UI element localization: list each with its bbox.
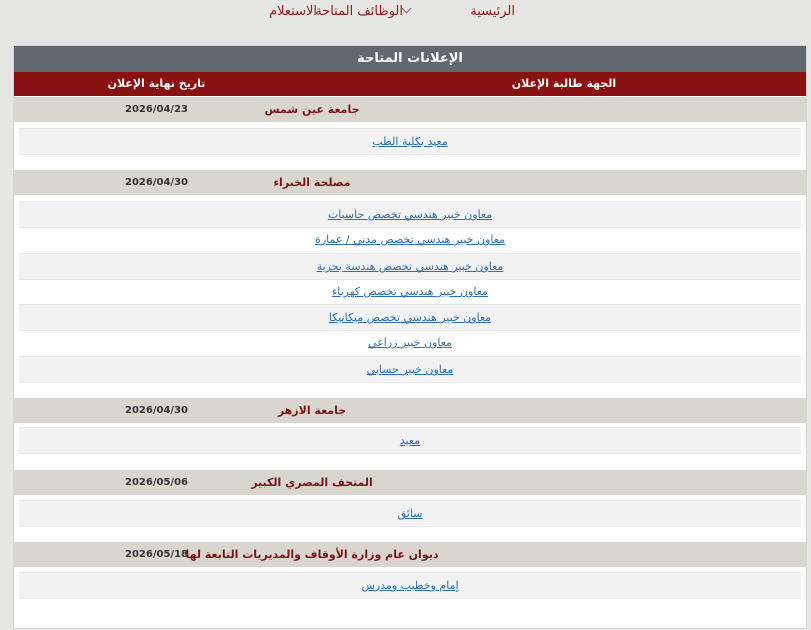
group-entity: جامعة الازهر [277,404,347,417]
top-navigation [0,0,811,30]
job-link[interactable]: معاون خبير هندسي تخصص هندسة بحرية [316,260,504,273]
group-header [14,398,806,423]
job-row [19,253,801,280]
job-row [19,572,801,599]
nav-home-label: الرئيسية [470,4,515,19]
job-row [19,330,801,355]
job-link[interactable]: سائق [397,507,423,520]
job-row [19,279,801,304]
group-entity: جامعة عين شمس [264,103,360,116]
column-header-end-date: تاريخ نهاية الإعلان [107,77,206,90]
group-end-date: 2026/05/06 [125,477,188,488]
panel-title: الإعلانات المتاحة [14,46,806,72]
job-row [19,500,801,527]
nav-inquiry-label: الاستعلام [269,4,317,19]
job-row [19,427,801,454]
nav-home-link[interactable] [470,4,515,19]
job-link[interactable]: معاون خبير هندسي تخصص مدني / عمارة [315,233,505,246]
nav-available-jobs-link[interactable] [315,4,415,19]
job-row [19,356,801,383]
job-row [19,201,801,228]
group-header [14,97,806,122]
job-row [19,227,801,252]
job-link[interactable]: معاون خبير هندسي تخصص حاسبات [327,208,493,221]
job-row [19,304,801,331]
table-header [14,72,806,96]
nav-inquiry-link[interactable] [269,4,317,19]
group-header [14,542,806,567]
column-header-entity: الجهة طالبة الإعلان [511,77,617,90]
job-link[interactable]: معيد بكلية الطب [372,135,448,148]
announcements-panel [13,45,807,629]
group-end-date: 2026/04/30 [125,177,188,188]
job-link[interactable]: معاون خبير حسابي [366,363,454,376]
job-link[interactable]: معيد [399,434,421,447]
group-end-date: 2026/04/23 [125,104,188,115]
group-entity: ديوان عام وزارة الأوقاف والمديريات التابعة لها [185,548,439,561]
job-link[interactable]: معاون خبير زراعي [368,336,452,349]
group-end-date: 2026/04/30 [125,405,188,416]
job-row [19,128,801,155]
nav-available-jobs-label: الوظائف المتاحة [315,4,403,19]
group-header [14,170,806,195]
job-link[interactable]: معاون خبير هندسي تخصص ميكانيكا [328,311,492,324]
group-header [14,470,806,495]
job-link[interactable]: معاون خبير هندسي تخصص كهرباء [332,285,488,298]
group-entity: مصلحة الخبراء [273,176,351,189]
chevron-down-icon [402,4,412,14]
job-link[interactable]: إمام وخطيب ومدرس [361,579,459,592]
group-entity: المتحف المصري الكبير [251,476,373,489]
group-end-date: 2026/05/18 [125,549,188,560]
